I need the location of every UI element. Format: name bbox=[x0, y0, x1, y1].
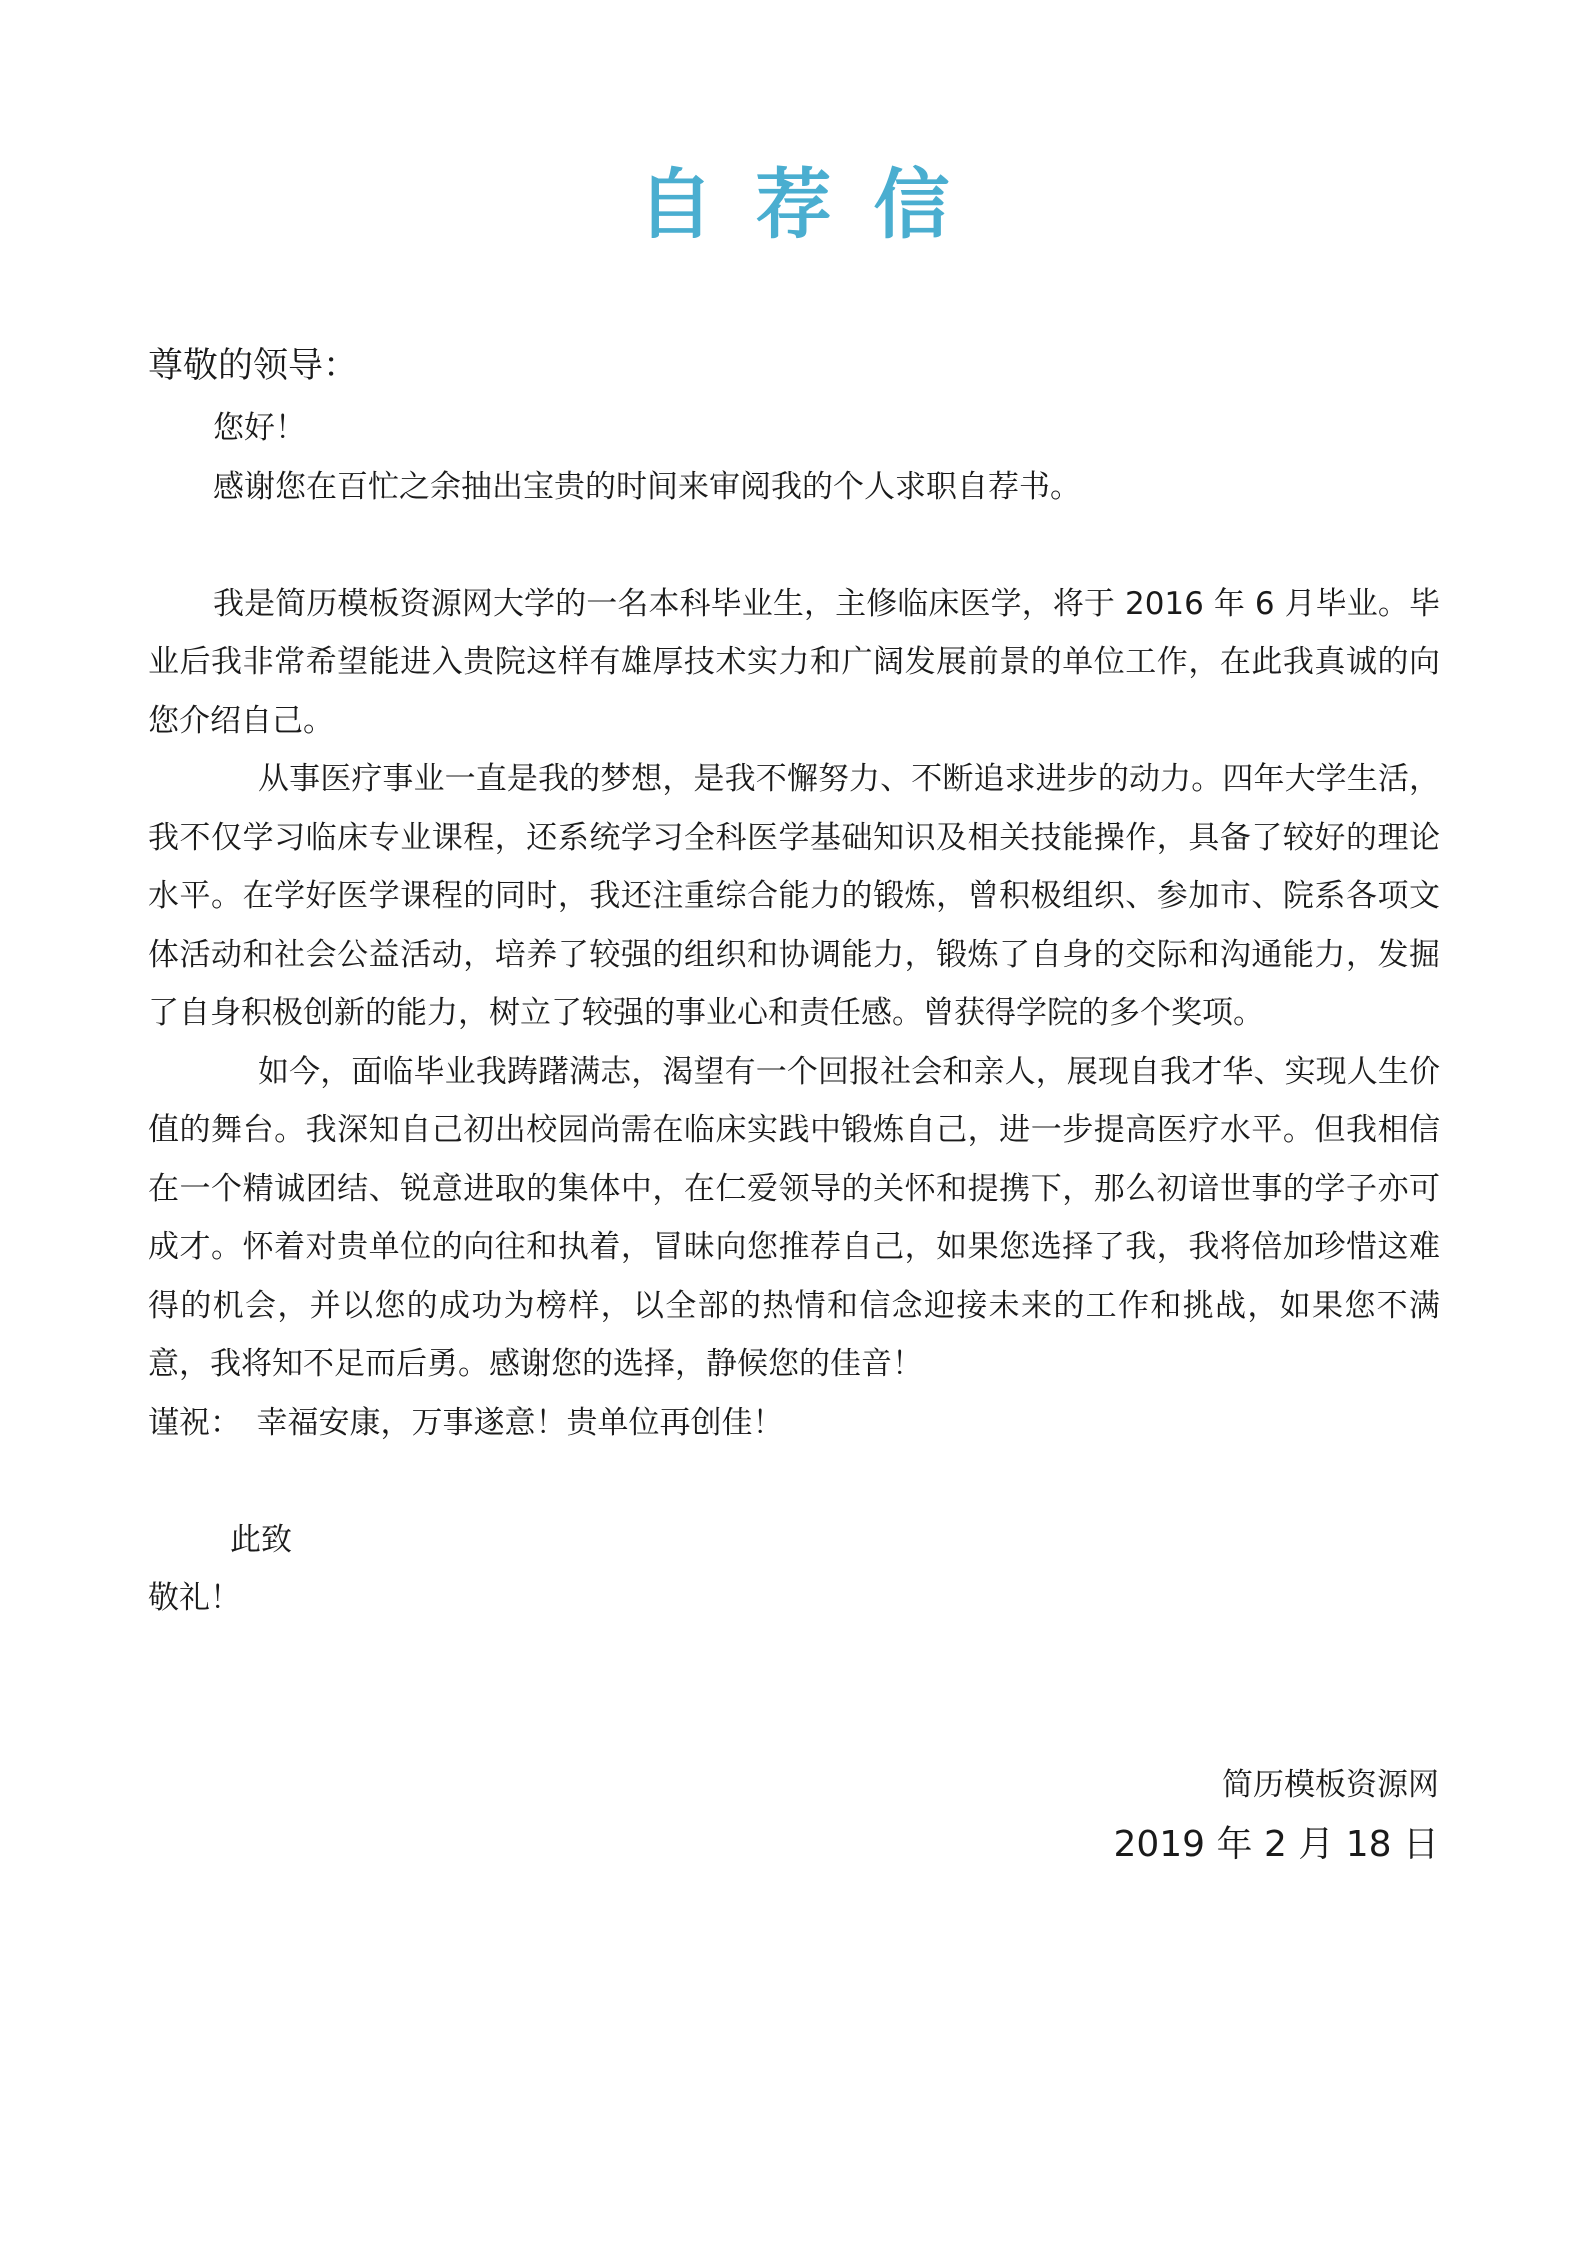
salutation: 尊敬的领导： bbox=[148, 346, 359, 386]
thanks-line: 感谢您在百忙之余抽出宝贵的时间来审阅我的个人求职自荐书。 bbox=[213, 468, 1081, 505]
closing-cizhi: 此致 bbox=[230, 1521, 292, 1558]
page-title: 自荐信 bbox=[637, 160, 992, 249]
signature-date: 2019 年 2 月 18 日 bbox=[1113, 1824, 1439, 1865]
blank-line bbox=[148, 516, 1440, 575]
blank-line bbox=[148, 1452, 1440, 1511]
paragraph-introduction: 我是简历模板资源网大学的一名本科毕业生，主修临床医学，将于 2016 年 6 月毕业。毕业后我非常希望能进入贵院这样有雄厚技术实力和广阔发展前景的单位工作，在此我真诚的向您介绍自己。 bbox=[148, 585, 1440, 739]
paragraph-experience: 从事医疗事业一直是我的梦想，是我不懈努力、不断追求进步的动力。四年大学生活，我不仅学习临床专业课程，还系统学习全科医学基础知识及相关技能操作，具备了较好的理论水平。在学好医学课程的同时，我还注重综合能力的锻炼，曾积极组织、参加市、院系各项文体活动和社会公益活动，培养了较强的组织和协调能力，锻炼了自身的交际和沟通能力，发掘了自身积极创新的能力，树立了较强的事业心和责任感。曾获得学院的多个奖项。 bbox=[148, 761, 1440, 1031]
greeting: 您好！ bbox=[213, 410, 306, 446]
signature-organization: 简历模板资源网 bbox=[1222, 1767, 1439, 1803]
closing-jingli: 敬礼！ bbox=[148, 1580, 241, 1616]
wishes-line: 谨祝： 幸福安康，万事遂意！贵单位再创佳！ bbox=[148, 1404, 784, 1441]
letter-body bbox=[148, 399, 1440, 1628]
paragraph-aspiration: 如今，面临毕业我踌躇满志，渴望有一个回报社会和亲人，展现自我才华、实现人生价值的舞台。我深知自己初出校园尚需在临床实践中锻炼自己，进一步提高医疗水平。但我相信在一个精诚团结、锐意进取的集体中，在仁爱领导的关怀和提携下，那么初谙世事的学子亦可成才。怀着对贵单位的向往和执着，冒昧向您推荐自己，如果您选择了我，我将倍加珍惜这难得的机会，并以您的成功为榜样，以全部的热情和信念迎接未来的工作和挑战，如果您不满意，我将知不足而后勇。感谢您的选择，静候您的佳音！ bbox=[148, 1053, 1440, 1382]
